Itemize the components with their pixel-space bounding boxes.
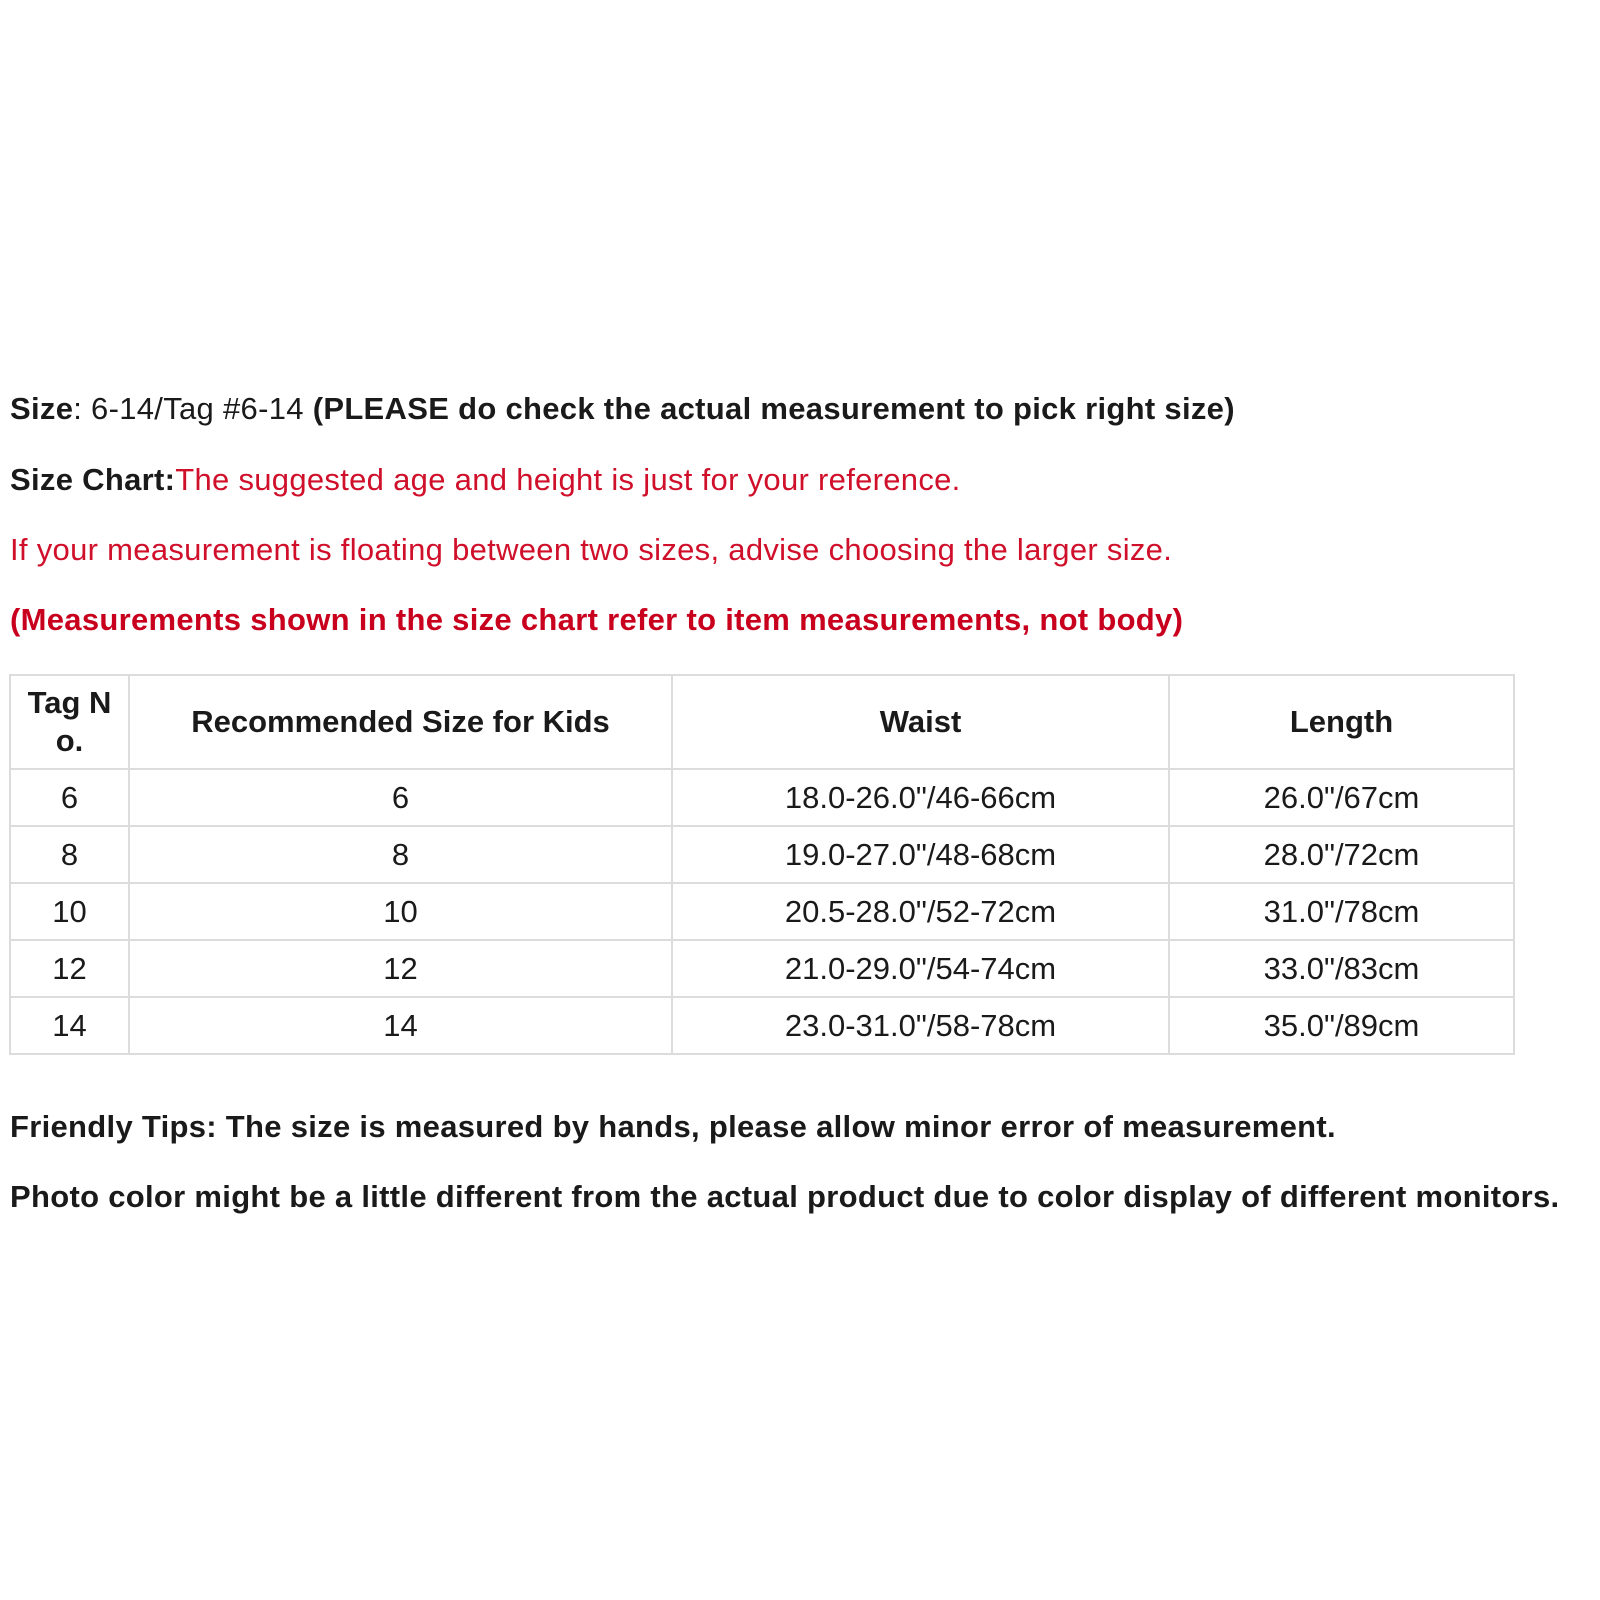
cell-tag: 10 bbox=[10, 883, 129, 940]
cell-tag: 12 bbox=[10, 940, 129, 997]
cell-waist: 23.0-31.0"/58-78cm bbox=[672, 997, 1169, 1054]
header-length: Length bbox=[1169, 675, 1514, 769]
floating-size-advice: If your measurement is floating between two sizes, advise choosing the larger size. bbox=[10, 532, 1173, 567]
cell-size: 8 bbox=[129, 826, 672, 883]
size-chart-table bbox=[9, 674, 1515, 1055]
cell-length: 35.0"/89cm bbox=[1169, 997, 1514, 1054]
cell-waist: 19.0-27.0"/48-68cm bbox=[672, 826, 1169, 883]
size-label: Size bbox=[10, 391, 74, 426]
cell-waist: 20.5-28.0"/52-72cm bbox=[672, 883, 1169, 940]
size-chart-reference-text: The suggested age and height is just for your reference. bbox=[175, 462, 961, 497]
size-range-line bbox=[10, 390, 1235, 428]
table-row bbox=[10, 940, 1514, 997]
cell-length: 28.0"/72cm bbox=[1169, 826, 1514, 883]
table-row bbox=[10, 769, 1514, 826]
cell-tag: 14 bbox=[10, 997, 129, 1054]
photo-color-note: Photo color might be a little different from the actual product due to color display of different monitors. bbox=[10, 1179, 1560, 1214]
table-header-row bbox=[10, 675, 1514, 769]
table-row bbox=[10, 826, 1514, 883]
cell-size: 6 bbox=[129, 769, 672, 826]
table-row bbox=[10, 883, 1514, 940]
cell-length: 33.0"/83cm bbox=[1169, 940, 1514, 997]
table-row bbox=[10, 997, 1514, 1054]
size-check-emphasis: (PLEASE do check the actual measurement to pick right size) bbox=[312, 391, 1235, 426]
size-range-text: : 6-14/Tag #6-14 bbox=[73, 391, 313, 426]
cell-waist: 18.0-26.0"/46-66cm bbox=[672, 769, 1169, 826]
size-chart-label: Size Chart: bbox=[10, 462, 176, 497]
cell-waist: 21.0-29.0"/54-74cm bbox=[672, 940, 1169, 997]
header-tag-no-label: Tag No. bbox=[27, 685, 112, 758]
cell-tag: 6 bbox=[10, 769, 129, 826]
header-waist: Waist bbox=[672, 675, 1169, 769]
cell-size: 10 bbox=[129, 883, 672, 940]
friendly-tips: Friendly Tips: The size is measured by hands, please allow minor error of measurement. bbox=[10, 1109, 1336, 1144]
size-chart-line bbox=[10, 461, 961, 499]
header-tag-no bbox=[10, 675, 129, 769]
cell-length: 26.0"/67cm bbox=[1169, 769, 1514, 826]
header-recommended-size: Recommended Size for Kids bbox=[129, 675, 672, 769]
cell-length: 31.0"/78cm bbox=[1169, 883, 1514, 940]
cell-size: 12 bbox=[129, 940, 672, 997]
cell-tag: 8 bbox=[10, 826, 129, 883]
cell-size: 14 bbox=[129, 997, 672, 1054]
measurement-note: (Measurements shown in the size chart refer to item measurements, not body) bbox=[10, 602, 1184, 637]
